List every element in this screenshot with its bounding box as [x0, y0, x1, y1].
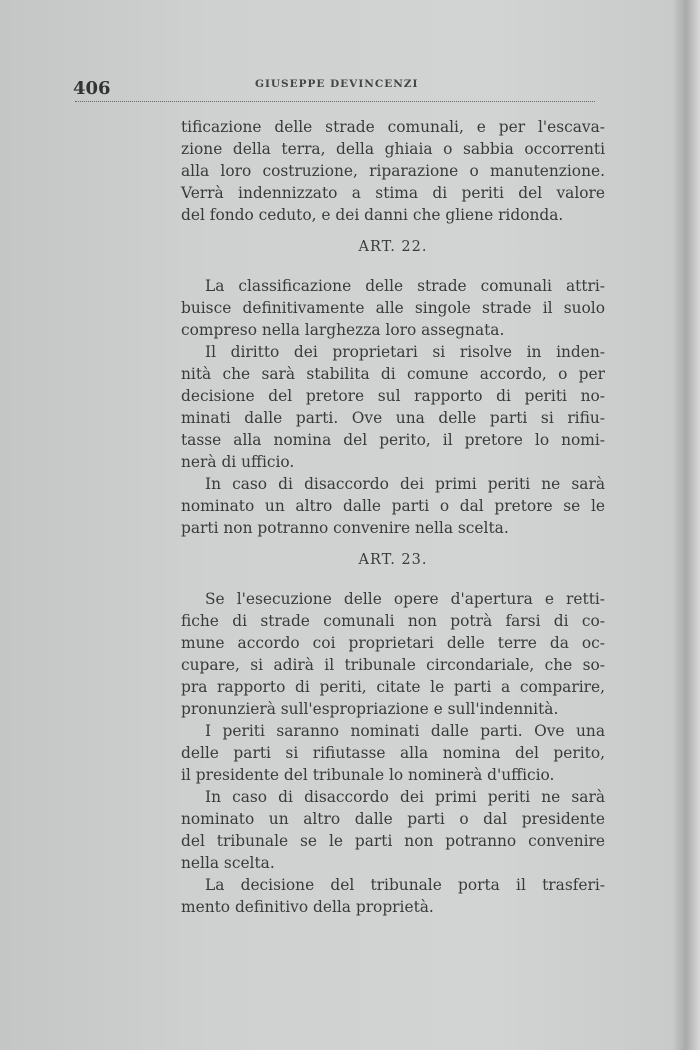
text-line: buisce definitivamente alle singole strade il suolo [181, 299, 605, 317]
paragraph [181, 874, 605, 918]
running-title: GIUSEPPE DEVINCENZI [255, 78, 419, 90]
text-line: cupare, si adirà il tribunale circondariale, che so- [181, 656, 605, 674]
paragraph [181, 116, 605, 226]
text-line: mune accordo coi proprietari delle terre da oc- [181, 634, 605, 652]
paragraph [181, 786, 605, 874]
text-line: alla loro costruzione, riparazione o manutenzione. [181, 162, 605, 180]
text-line: del tribunale se le parti non potranno convenire [181, 832, 605, 850]
text-line: La classificazione delle strade comunali attri- [205, 277, 605, 295]
article-heading: ART. 22. [358, 239, 428, 255]
text-line: fiche di strade comunali non potrà farsi di co- [181, 612, 605, 630]
paragraph [181, 473, 605, 539]
text-line: parti non potranno convenire nella scelta. [181, 519, 509, 537]
text-line: In caso di disaccordo dei primi periti ne sarà [205, 475, 605, 493]
text-line: Il diritto dei proprietari si risolve in inden- [205, 343, 605, 361]
text-line: mento definitivo della proprietà. [181, 898, 434, 916]
header-rule [75, 101, 595, 102]
page-number: 406 [73, 78, 111, 99]
text-line: del fondo ceduto, e dei danni che gliene ridonda. [181, 206, 564, 224]
text-line: tificazione delle strade comunali, e per l'escava- [181, 118, 605, 136]
text-line: Verrà indennizzato a stima di periti del valore [181, 184, 605, 202]
article-heading: ART. 23. [358, 552, 428, 568]
paragraph [181, 341, 605, 473]
text-line: zione della terra, della ghiaia o sabbia occorrenti [181, 140, 605, 158]
text-line: nominato un altro dalle parti o dal pretore se le [181, 497, 605, 515]
text-line: La decisione del tribunale porta il trasferi- [205, 876, 605, 894]
text-line: nerà di ufficio. [181, 453, 295, 471]
text-line: nità che sarà stabilita di comune accordo, o per [181, 365, 605, 383]
text-line: minati dalle parti. Ove una delle parti si rifiu- [181, 409, 605, 427]
text-line: tasse alla nomina del perito, il pretore lo nomi- [181, 431, 605, 449]
text-line: compreso nella larghezza loro assegnata. [181, 321, 505, 339]
paragraph [181, 275, 605, 341]
paragraph [181, 588, 605, 720]
text-line: nella scelta. [181, 854, 275, 872]
text-line: In caso di disaccordo dei primi periti ne sarà [205, 788, 605, 806]
text-line: pronunzierà sull'espropriazione e sull'indennità. [181, 700, 559, 718]
text-line: decisione del pretore sul rapporto di periti no- [181, 387, 605, 405]
text-line: il presidente del tribunale lo nominerà d'ufficio. [181, 766, 555, 784]
text-line: pra rapporto di periti, citate le parti a comparire, [181, 678, 605, 696]
text-line: I periti saranno nominati dalle parti. Ove una [205, 722, 605, 740]
text-line: nominato un altro dalle parti o dal presidente [181, 810, 605, 828]
body-text [181, 116, 605, 918]
paragraph [181, 720, 605, 786]
text-line: delle parti si rifiutasse alla nomina del perito, [181, 744, 605, 762]
text-line: Se l'esecuzione delle opere d'apertura e retti- [205, 590, 605, 608]
